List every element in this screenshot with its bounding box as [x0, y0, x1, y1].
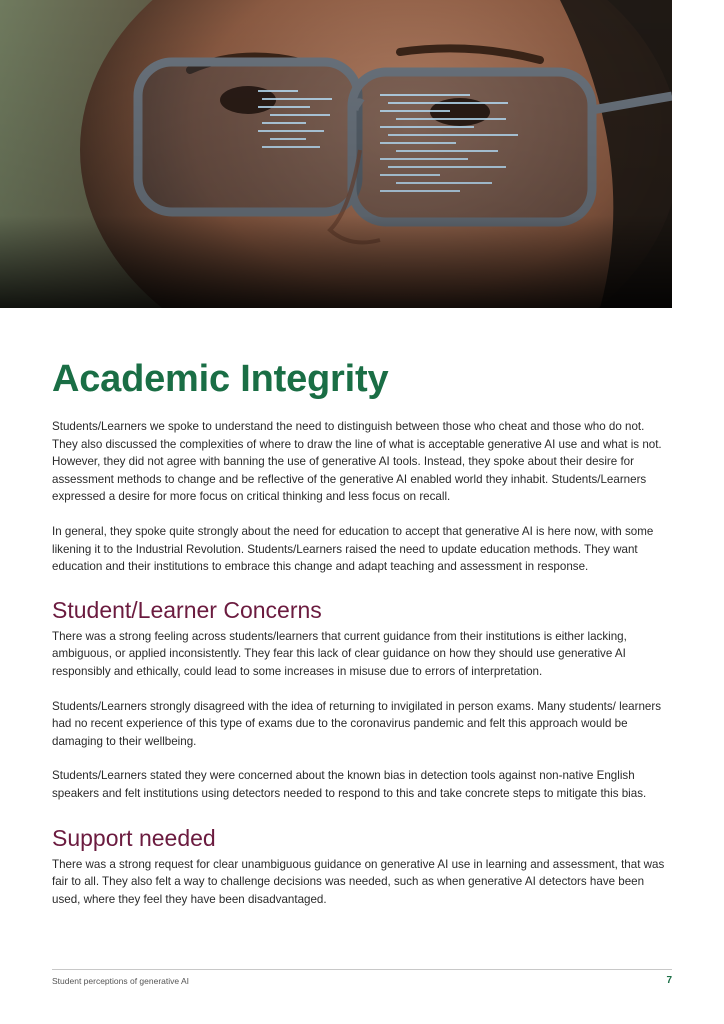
- hero-photo: [0, 0, 672, 308]
- intro-paragraph: Students/Learners we spoke to understand the need to distinguish between those who cheat and those who do not. They also discussed the complexities of where to draw the line of what is acceptable generative AI use and what is not. However, they did not agree with banning the use of generative AI tools. Instead, they spoke about their desire for assessment methods to change and be reflective of the generative AI enabled world they inhabit. Students/Learners expressed a desire for more focus on critical thinking and less focus on recall.: [52, 420, 662, 504]
- page-title: Academic Integrity: [52, 358, 389, 400]
- support-heading: Support needed: [52, 824, 216, 851]
- footer-divider: [52, 969, 672, 970]
- page-number: 7: [666, 975, 672, 986]
- intro-paragraph: In general, they spoke quite strongly about the need for education to accept that generative AI is here now, with some likening it to the Industrial Revolution. Students/Learners raised the need to update education methods. They want education and their institutions to embrace this change and adapt teaching and assessment in response.: [52, 524, 654, 574]
- hero-illustration: [0, 0, 672, 308]
- concerns-paragraph: There was a strong feeling across students/learners that current guidance from their institutions is either lacking, ambiguous, or applied inconsistently. They fear this lack of clear guidance on how they should use generative AI responsibly and ethically, could lead to some increases in misuse due to errors of interpretation.: [52, 629, 627, 678]
- support-paragraph: There was a strong request for clear unambiguous guidance on generative AI use in learning and assessment, that was fair to all. They also felt a way to challenge decisions was needed, such as when generative AI detectors have been used, where they feel they have been disadvantaged.: [52, 857, 665, 906]
- article-body: [52, 352, 672, 908]
- footer-title: Student perceptions of generative AI: [52, 976, 190, 986]
- concerns-heading: Student/Learner Concerns: [52, 596, 322, 623]
- concerns-paragraph: Students/Learners strongly disagreed with the idea of returning to invigilated in person exams. Many students/ learners had no recent experience of this type of exams due to the coronavirus pandemic and felt this approach would be damaging to their wellbeing.: [52, 699, 662, 748]
- concerns-paragraph: Students/Learners stated they were concerned about the known bias in detection tools against non-native English speakers and felt institutions using detectors needed to respond to this and take concrete steps to mitigate this bias.: [52, 769, 647, 800]
